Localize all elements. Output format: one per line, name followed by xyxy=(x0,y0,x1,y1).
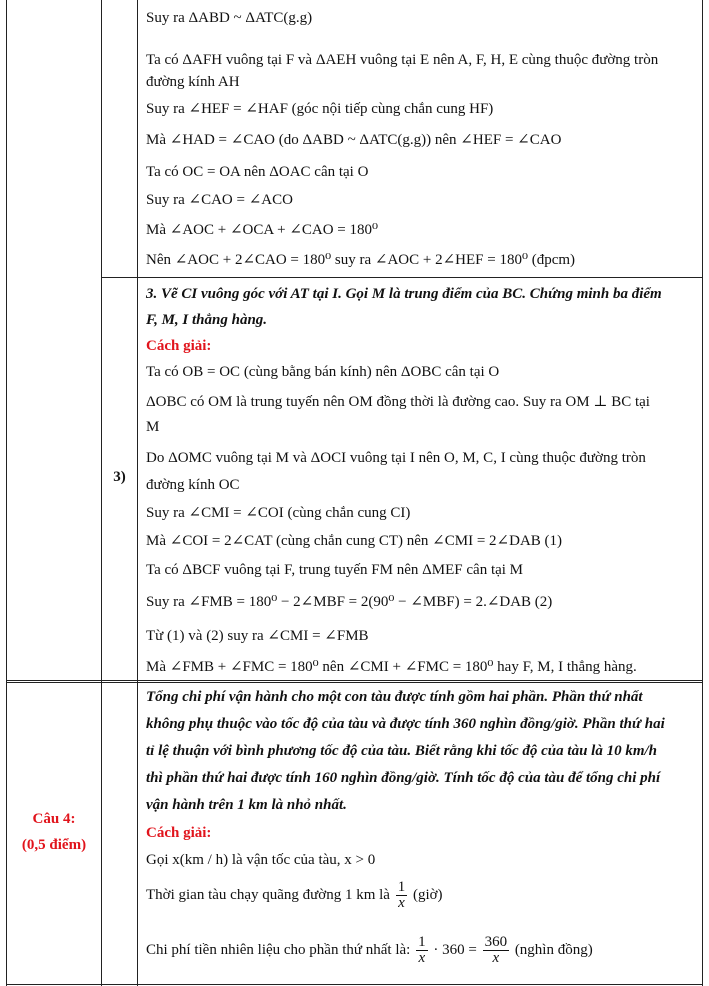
text-line: Ta có OC = OA nên ΔOAC cân tại O xyxy=(146,164,369,180)
table-border-bottom xyxy=(6,984,703,985)
question-line: không phụ thuộc vào tốc độ của tàu và được tính 360 nghìn đồng/giờ. Phần thứ hai xyxy=(146,716,665,732)
question-line: Tổng chi phí vận hành cho một con tàu được tính gồm hai phần. Phần thứ nhất xyxy=(146,689,643,705)
text-line: M xyxy=(146,419,160,435)
text-line: Do ΔOMC vuông tại M và ΔOCI vuông tại I nên O, M, C, I cùng thuộc đường tròn xyxy=(146,450,646,466)
question-line: 3. Vẽ CI vuông góc với AT tại I. Gọi M là trung điểm của BC. Chứng minh ba điểm xyxy=(146,286,662,302)
question-line: vận hành trên 1 km là nhỏ nhất. xyxy=(146,797,347,813)
frac-den: x xyxy=(418,950,426,966)
text-line: Nên ∠AOC + 2∠CAO = 180⁰ suy ra ∠AOC + 2∠HEF = 180⁰ (đpcm) xyxy=(146,252,576,268)
question-line: thì phần thứ hai được tính 160 nghìn đồng/giờ. Tính tốc độ của tàu để tổng chi phí xyxy=(146,770,661,786)
text-line: Suy ra ∠CMI = ∠COI (cùng chắn cung CI) xyxy=(146,505,411,521)
question-line: tỉ lệ thuận với bình phương tốc độ của tàu. Biết rằng khi tốc độ của tàu là 10 km/h xyxy=(146,743,658,759)
time-text: Thời gian tàu chạy quãng đường 1 km là xyxy=(146,886,390,903)
part3-label: 3) xyxy=(113,469,126,485)
solution-label: Cách giải: xyxy=(146,825,212,841)
cost-unit: (nghìn đồng) xyxy=(514,941,593,958)
cost-text: Chi phí tiền nhiên liệu cho phần thứ nhất là: xyxy=(146,941,411,958)
text-line: đường kính OC xyxy=(146,477,240,493)
frac-num: 1 xyxy=(418,934,426,950)
text-line: Ta có OB = OC (cùng bằng bán kính) nên ΔOBC cân tại O xyxy=(146,364,500,380)
col-divider-2 xyxy=(137,0,138,986)
time-unit: (giờ) xyxy=(412,886,443,903)
table-border-right xyxy=(702,0,703,986)
cau4-points: (0,5 điểm) xyxy=(21,837,87,853)
col-divider-1 xyxy=(101,0,102,986)
row-divider-cau4b xyxy=(6,682,703,683)
text-line: ΔOBC có OM là trung tuyến nên OM đồng thời là đường cao. Suy ra OM ⊥ BC tại xyxy=(146,394,650,410)
text-line: Mà ∠AOC + ∠OCA + ∠CAO = 180⁰ xyxy=(146,222,379,238)
frac-den: x xyxy=(492,950,500,966)
cost-fraction-1 xyxy=(416,935,428,966)
text-line: Suy ra ∠CAO = ∠ACO xyxy=(146,192,293,208)
text-line: Mà ∠FMB + ∠FMC = 180⁰ nên ∠CMI + ∠FMC = 180⁰ hay F, M, I thẳng hàng. xyxy=(146,659,637,675)
text-line: Ta có ΔBCF vuông tại F, trung tuyến FM nên ΔMEF cân tại M xyxy=(146,562,524,578)
cost-fraction-2 xyxy=(483,935,510,966)
cost-line xyxy=(146,935,593,966)
cau4-title: Câu 4: xyxy=(32,811,76,827)
solution-label: Cách giải: xyxy=(146,338,212,354)
text-line: Mà ∠COI = 2∠CAT (cùng chắn cung CT) nên ∠CMI = 2∠DAB (1) xyxy=(146,533,563,549)
text-line: Suy ra ∠FMB = 180⁰ − 2∠MBF = 2(90⁰ − ∠MBF) = 2.∠DAB (2) xyxy=(146,594,553,610)
frac-num: 360 xyxy=(484,934,508,950)
time-fraction xyxy=(396,880,408,911)
row-divider-part3 xyxy=(101,277,703,278)
frac-num: 1 xyxy=(397,879,406,895)
text-line: Mà ∠HAD = ∠CAO (do ΔABD ~ ΔATC(g.g)) nên ∠HEF = ∠CAO xyxy=(146,132,562,148)
cost-mid: · 360 = xyxy=(433,941,477,958)
question-line: F, M, I thẳng hàng. xyxy=(146,312,268,328)
text-line: Gọi x(km / h) là vận tốc của tàu, x > 0 xyxy=(146,852,376,868)
frac-den: x xyxy=(398,895,405,911)
text-line: Suy ra ΔABD ~ ΔATC(g.g) xyxy=(146,10,313,26)
row-divider-cau4 xyxy=(6,680,703,681)
text-line: Ta có ΔAFH vuông tại F và ΔAEH vuông tại E nên A, F, H, E cùng thuộc đường tròn xyxy=(146,52,659,68)
text-line: Từ (1) và (2) suy ra ∠CMI = ∠FMB xyxy=(146,628,369,644)
cau4-label xyxy=(7,806,101,858)
text-line: đường kính AH xyxy=(146,74,240,90)
time-line xyxy=(146,880,443,911)
text-line: Suy ra ∠HEF = ∠HAF (góc nội tiếp cùng chắn cung HF) xyxy=(146,101,494,117)
